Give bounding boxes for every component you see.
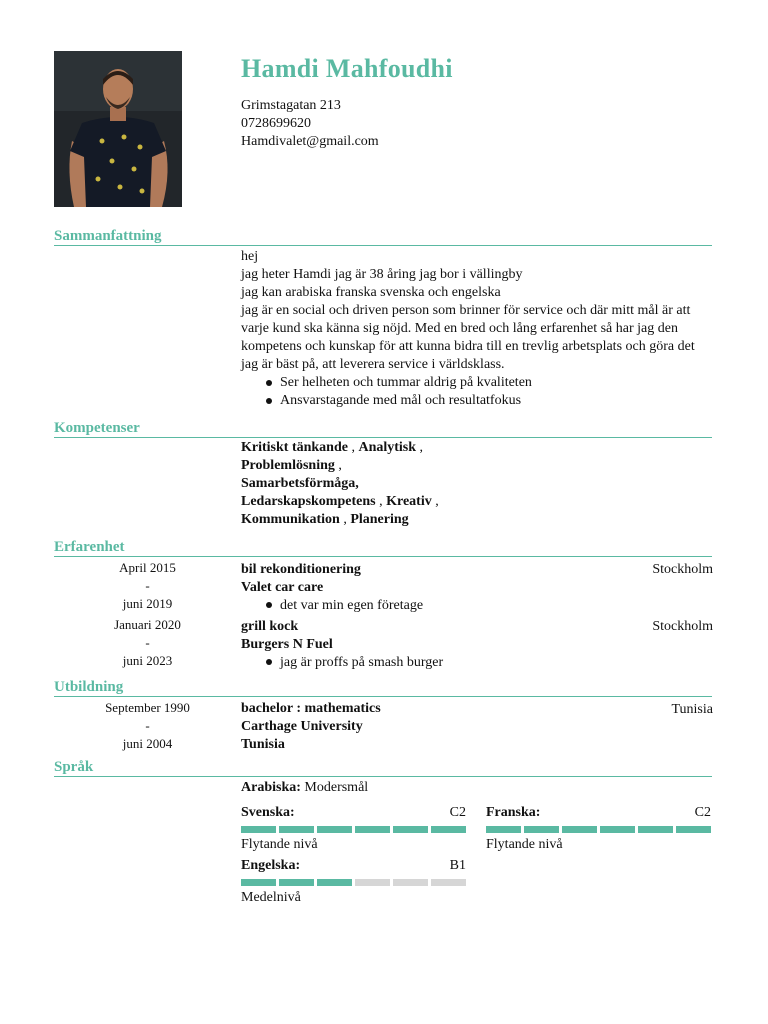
level-segment-filled [241,826,276,833]
section-heading-languages: Språk [54,758,712,777]
skill: Samarbetsförmåga, [241,476,359,491]
language-name: Franska: [486,805,541,820]
skill: Problemlösning [241,458,335,473]
language-level: Flytande nivå [486,837,563,852]
language-level-bar [241,826,466,833]
level-segment-filled [524,826,559,833]
summary-bullets [241,374,713,410]
language-code: C2 [694,805,711,820]
summary-line: hej [241,249,259,264]
native-language: Arabiska: Modersmål [241,780,369,795]
level-segment-filled [676,826,711,833]
skill: Kommunikation [241,512,340,527]
level-segment-filled [393,826,428,833]
level-segment-filled [638,826,673,833]
section-heading-education: Utbildning [54,678,712,697]
education-dates: September 1990 - juni 2004 [105,700,190,751]
contact-info [241,97,379,151]
section-heading-skills: Kompetenser [54,419,712,438]
job-company: Burgers N Fuel [241,637,333,652]
language-svenska [241,804,466,854]
language-name: Svenska: [241,805,295,820]
level-segment-filled [241,879,276,886]
language-level-bar [486,826,711,833]
education-location: Tunisia [671,702,713,717]
level-segment-filled [279,879,314,886]
summary-bullet: Ser helheten och tummar aldrig på kvaliteten [241,374,713,392]
summary-bullet: Ansvarstagande med mål och resultatfokus [241,392,713,410]
summary-line: jag är en social och driven person som brinner för service och där mitt mål är att varje kund ska känna sig nöjd. Med en bred och lång erfarenhet så har jag den kompetens och kunskap för att kunna bidra till en trevlig arbetsplats och göra det jag är bäst på, att leverera service i världsklass. [241,303,695,372]
job-title: grill kock [241,619,299,634]
job-location: Stockholm [652,562,713,577]
summary-line: jag heter Hamdi jag är 38 åring jag bor i vällingby [241,267,523,282]
section-heading-summary: Sammanfattning [54,227,712,246]
level-segment-filled [317,826,352,833]
job-title: bil rekonditionering [241,562,361,577]
level-segment-filled [431,826,466,833]
level-segment-filled [562,826,597,833]
language-code: C2 [449,805,466,820]
language-name: Engelska: [241,858,301,873]
job-company: Valet car care [241,580,324,595]
skill: Analytisk [358,440,417,455]
summary-body [241,248,713,410]
level-segment-empty [355,879,390,886]
job-dates: Januari 2020 - juni 2023 [114,617,181,668]
education-school: Carthage University [241,719,363,734]
job-bullet: jag är proffs på smash burger [241,655,443,671]
skill: Kreativ [386,494,432,509]
language-engelska [241,857,466,907]
job-bullet: det var min egen företage [241,598,423,614]
level-segment-filled [486,826,521,833]
language-level-bar [241,879,466,886]
level-segment-filled [600,826,635,833]
skill: Kritiskt tänkande [241,440,348,455]
skill: Planering [350,512,409,527]
skill: Ledarskapskompetens [241,494,376,509]
level-segment-empty [393,879,428,886]
section-heading-experience: Erfarenhet [54,538,712,557]
email-address[interactable]: Hamdivalet@gmail.com [241,134,379,149]
summary-line: jag kan arabiska franska svenska och engelska [241,285,501,300]
address: Grimstagatan 213 [241,98,341,113]
level-segment-filled [355,826,390,833]
education-country: Tunisia [241,737,285,752]
level-segment-empty [431,879,466,886]
education-degree: bachelor : mathematics [241,701,381,716]
skills-list: Kritiskt tänkande , Analytisk , Problemlösning , Samarbetsförmåga, Ledarskapskompetens , Kreativ , Kommunikation , Planering [241,440,439,527]
job-location: Stockholm [652,619,713,634]
phone-number[interactable]: 0728699620 [241,116,311,131]
language-level: Medelnivå [241,890,301,905]
job-dates: April 2015 - juni 2019 [119,560,176,611]
language-level: Flytande nivå [241,837,318,852]
profile-photo [54,51,182,207]
candidate-name: Hamdi Mahfoudhi [241,54,453,83]
language-franska [486,804,711,854]
level-segment-filled [317,879,352,886]
language-code: B1 [449,858,466,873]
level-segment-filled [279,826,314,833]
